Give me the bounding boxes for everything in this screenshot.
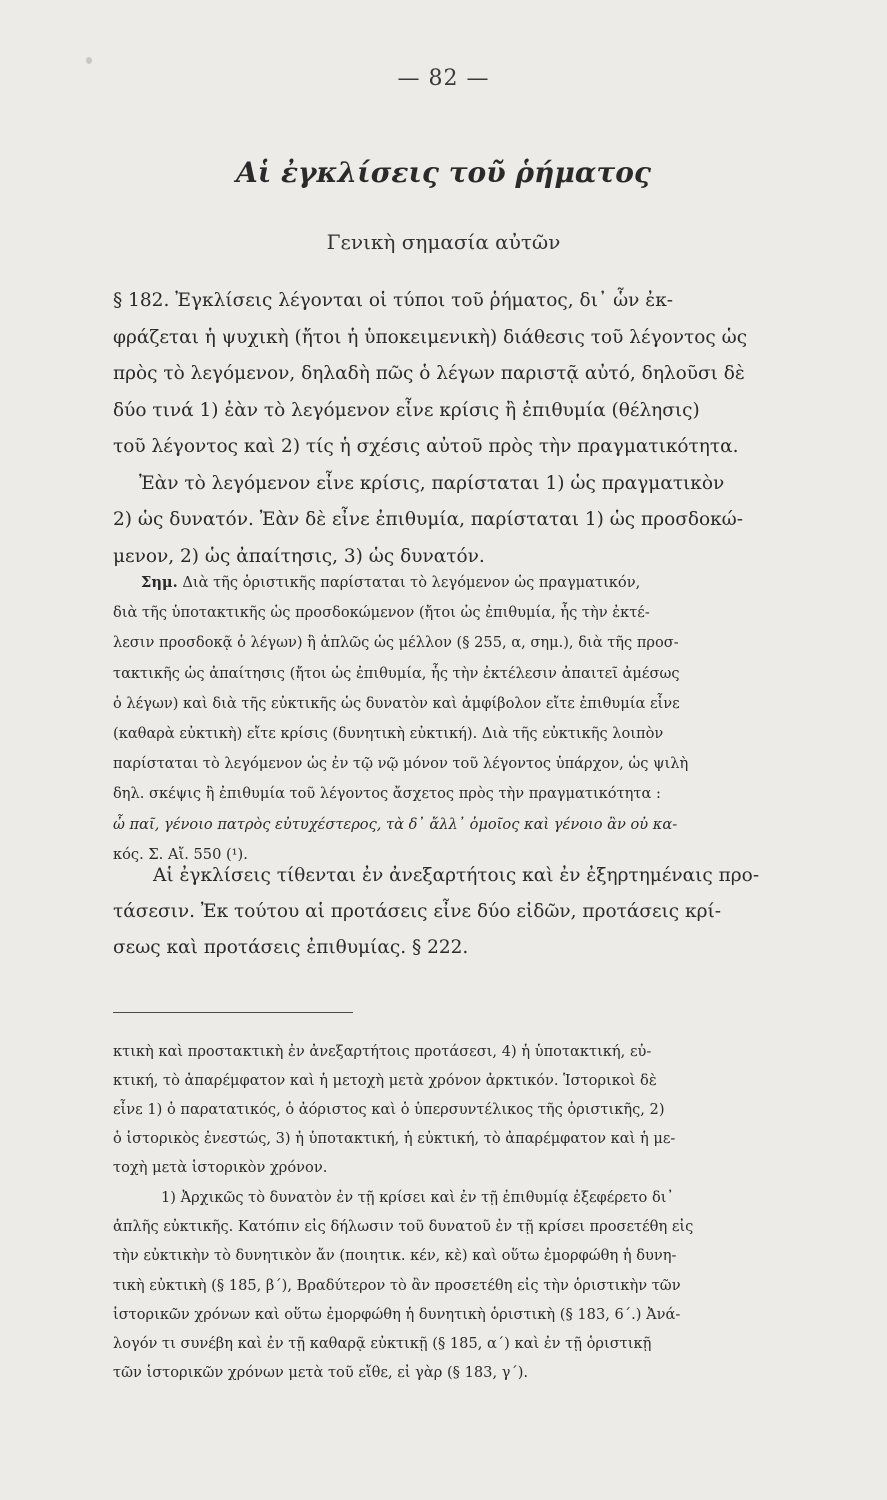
note-label: Σημ.	[141, 574, 178, 591]
text-line: μενον, 2) ὡς ἀπαίτησις, 3) ὡς δυνατόν.	[113, 545, 485, 567]
section-subtitle: Γενικὴ σημασία αὐτῶν	[326, 230, 561, 254]
text-line: κός. Σ. Αἴ. 550 (¹).	[113, 845, 248, 863]
footnote-line: κτικὴ καὶ προστακτικὴ ἐν ἀνεξαρτήτοις προτάσεσι, 4) ἡ ὑποτακτική, εὐ-	[113, 1043, 652, 1060]
text-line: δηλ. σκέψις ἢ ἐπιθυμία τοῦ λέγοντος ἄσχετος πρὸς τὴν πραγματικότητα :	[113, 785, 661, 803]
footnote-line: τικὴ εὐκτικὴ (§ 185, β΄), Βραδύτερον τὸ ἂν προσετέθη εἰς τὴν ὁριστικὴν τῶν	[113, 1276, 681, 1294]
page-number: — 82 —	[397, 66, 490, 91]
note-text: Διὰ τῆς ὁριστικῆς παρίσταται τὸ λεγόμενον ὡς πραγματικόν,	[182, 574, 641, 591]
footnote-line: λογόν τι συνέβη καὶ ἐν τῇ καθαρᾷ εὐκτικῇ (§ 185, α΄) καὶ ἐν τῇ ὁριστικῇ	[113, 1334, 652, 1352]
note-paragraph	[113, 568, 867, 870]
footnote-continuation	[113, 1037, 867, 1182]
footnote-line: ὁ ἱστορικὸς ἐνεστώς, 3) ἡ ὑποτακτική, ἡ εὐκτική, τὸ ἀπαρέμφατον καὶ ἡ με-	[113, 1130, 676, 1147]
footnote-rule	[113, 1012, 353, 1013]
footnote-line: 1) Ἀρχικῶς τὸ δυνατὸν ἐν τῇ κρίσει καὶ ἐν τῇ ἐπιθυμίᾳ ἐξεφέρετο δι᾽	[161, 1189, 674, 1206]
section-title: Αἱ ἐγκλίσεις τοῦ ῥήματος	[236, 156, 651, 189]
text-line: διὰ τῆς ὑποτακτικῆς ὡς προσδοκώμενον (ἤτοι ὡς ἐπιθυμία, ἧς τὴν ἐκτέ-	[113, 604, 650, 622]
footnote-line: ἱστορικῶν χρόνων καὶ οὕτω ἐμορφώθη ἡ δυνητικὴ ὁριστικὴ (§ 183, 6΄.) Ἀνά-	[113, 1305, 681, 1323]
text-line: τοῦ λέγοντος καὶ 2) τίς ἡ σχέσις αὐτοῦ πρὸς τὴν πραγματικότητα.	[113, 436, 739, 457]
footnote-line: τοχὴ μετὰ ἱστορικὸν χρόνον.	[113, 1159, 328, 1176]
text-line: παρίσταται τὸ λεγόμενον ὡς ἐν τῷ νῷ μόνον τοῦ λέγοντος ὑπάρχον, ὡς ψιλὴ	[113, 755, 689, 773]
text-line: σεως καὶ προτάσεις ἐπιθυμίας. § 222.	[113, 937, 469, 958]
text-line: Ἐὰν τὸ λεγόμενον εἶνε κρίσις, παρίσταται 1) ὡς πραγματικὸν	[139, 472, 725, 494]
text-line: φράζεται ἡ ψυχικὴ (ἤτοι ἡ ὑποκειμενικὴ) διάθεσις τοῦ λέγοντος ὡς	[113, 326, 748, 348]
footnote-line: τῶν ἱστορικῶν χρόνων μετὰ τοῦ εἴθε, εἰ γὰρ (§ 183, γ΄).	[113, 1364, 529, 1382]
footnote-1	[113, 1183, 867, 1387]
text-line: 2) ὡς δυνατόν. Ἐὰν δὲ εἶνε ἐπιθυμία, παρίσταται 1) ὡς προσδοκώ-	[113, 509, 744, 530]
text-line: § 182. Ἐγκλίσεις λέγονται οἱ τύποι τοῦ ῥήματος, δι᾽ ὧν ἐκ-	[113, 290, 674, 311]
text-line	[113, 568, 867, 598]
second-paragraph	[113, 858, 867, 966]
footnote-line: ἁπλῆς εὐκτικῆς. Κατόπιν εἰς δήλωσιν τοῦ δυνατοῦ ἐν τῇ κρίσει προσετέθη εἰς	[113, 1218, 694, 1236]
footnote-line: κτική, τὸ ἀπαρέμφατον καὶ ἡ μετοχὴ μετὰ χρόνον ἀρκτικόν. Ἱστορικοὶ δὲ	[113, 1072, 657, 1089]
footnote-line: εἶνε 1) ὁ παρατατικός, ὁ ἀόριστος καὶ ὁ ὑπερσυντέλικος τῆς ὁριστικῆς, 2)	[113, 1101, 665, 1118]
text-line: Αἱ ἐγκλίσεις τίθενται ἐν ἀνεξαρτήτοις καὶ ἐν ἐξηρτημέναις προ-	[153, 865, 760, 886]
text-line: τακτικῆς ὡς ἀπαίτησις (ἤτοι ὡς ἐπιθυμία, ἧς τὴν ἐκτέλεσιν ἀπαιτεῖ ἀμέσως	[113, 664, 680, 682]
text-line: λεσιν προσδοκᾷ ὁ λέγων) ἢ ἁπλῶς ὡς μέλλον (§ 255, α, σημ.), διὰ τῆς προσ-	[113, 634, 679, 652]
text-line: δύο τινά 1) ἐὰν τὸ λεγόμενον εἶνε κρίσις ἢ ἐπιθυμία (θέλησις)	[113, 399, 700, 421]
text-line: ὦ παῖ, γένοιο πατρὸς εὐτυχέστερος, τὰ δ᾽ ἄλλ᾽ ὁμοῖος καὶ γένοιο ἂν οὐ κα-	[113, 815, 678, 833]
text-line: (καθαρὰ εὐκτικὴ) εἴτε κρίσις (δυνητικὴ εὐκτική). Διὰ τῆς εὐκτικῆς λοιπὸν	[113, 724, 664, 742]
text-line: πρὸς τὸ λεγόμενον, δηλαδὴ πῶς ὁ λέγων παριστᾷ αὐτό, δηλοῦσι δὲ	[113, 363, 745, 384]
main-paragraph	[113, 283, 867, 575]
text-line: ὁ λέγων) καὶ διὰ τῆς εὐκτικῆς ὡς δυνατὸν καὶ ἀμφίβολον εἴτε ἐπιθυμία εἶνε	[113, 694, 680, 712]
paper-spot	[86, 57, 92, 64]
text-line: τάσεσιν. Ἐκ τούτου αἱ προτάσεις εἶνε δύο εἰδῶν, προτάσεις κρί-	[113, 901, 721, 922]
footnote-line: τὴν εὐκτικὴν τὸ δυνητικὸν ἄν (ποιητικ. κέν, κὲ) καὶ οὕτω ἐμορφώθη ἡ δυνη-	[113, 1247, 677, 1265]
